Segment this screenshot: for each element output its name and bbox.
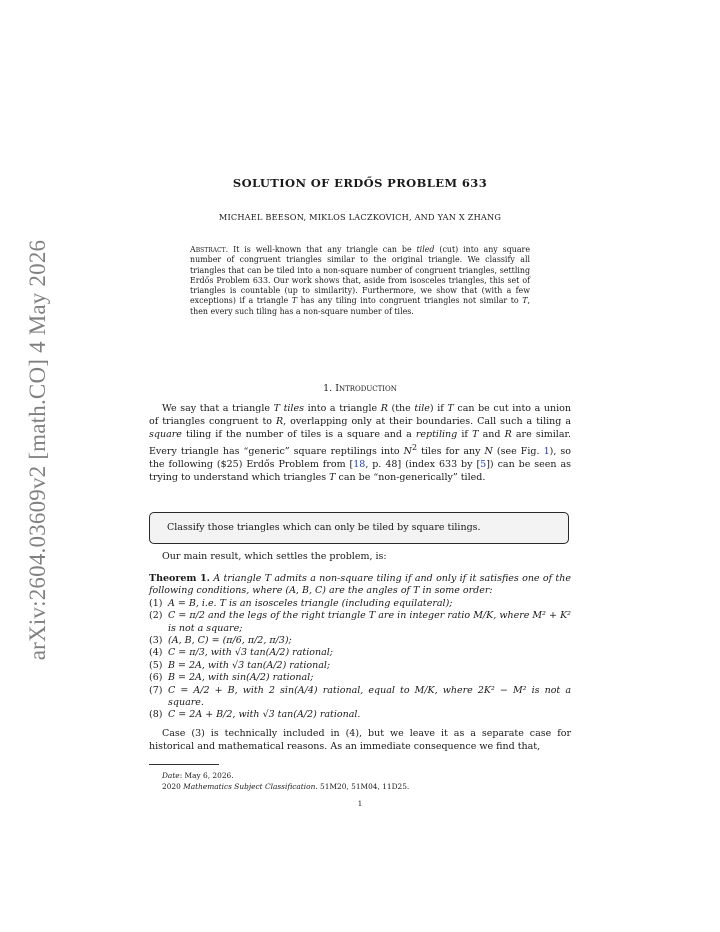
- footnotes: [162, 770, 409, 792]
- intro-text: We say that a triangle: [162, 403, 274, 414]
- intro-emph: tile: [414, 403, 430, 414]
- theorem-condition: [149, 647, 571, 659]
- condition-number: (8): [149, 709, 163, 721]
- section-number: 1.: [323, 383, 333, 394]
- abstract-math: T: [522, 296, 528, 306]
- abstract-math: T: [291, 296, 298, 306]
- intro-superscript: 2: [411, 442, 418, 452]
- intro-text: (see Fig.: [492, 445, 544, 457]
- intro-text: ), so the following ($25) Erdős Problem from [: [149, 445, 571, 470]
- condition-text: C = π/2 and the legs of the right triangle T are in integer ratio M/K, where M² + K² is not a square;: [168, 610, 571, 634]
- intro-text: , p. 48] (index 633 by [: [365, 458, 481, 470]
- intro-text: (the: [387, 403, 415, 414]
- intro-text: and: [478, 428, 505, 440]
- intro-text: into a triangle: [303, 403, 381, 414]
- intro-math: R: [380, 403, 388, 414]
- date-value: : May 6, 2026.: [179, 771, 234, 780]
- abstract-text: , then every such tiling has a non-square number of tiles.: [190, 296, 530, 316]
- footnote-rule: [149, 764, 219, 765]
- condition-number: (6): [149, 672, 163, 684]
- msc-prefix: 2020: [162, 782, 184, 792]
- condition-text: C = 2A + B/2, with √3 tan(A/2) rational.: [168, 709, 361, 721]
- intro-text: are similar. Every triangle has “generic” square reptilings into: [149, 428, 572, 457]
- condition-text: C = A/2 + B, with 2 sin(A/4) rational, equal to M/K, where 2K² − M² is not a square.: [168, 684, 571, 709]
- section-heading: [149, 383, 571, 394]
- theorem-condition: [149, 598, 571, 610]
- intro-math: T: [329, 471, 336, 483]
- theorem-condition: [149, 709, 571, 721]
- abstract: [190, 245, 530, 317]
- intro-emph: square: [149, 428, 182, 440]
- intro-math: T: [447, 403, 454, 414]
- section-title: Introduction: [335, 383, 397, 394]
- abstract-label: Abstract.: [190, 245, 229, 254]
- theorem-head: [149, 573, 571, 598]
- condition-text: B = 2A, with √3 tan(A/2) rational;: [168, 659, 331, 671]
- theorem-condition: [149, 672, 571, 684]
- intro-math: T: [273, 403, 280, 414]
- msc-value: 51M20, 51M04, 11D25.: [317, 782, 410, 792]
- abstract-text: It is well-known that any triangle can be: [233, 245, 417, 254]
- intro-text: tiling if the number of tiles is a square and a: [181, 428, 416, 440]
- paper-title: SOLUTION OF ERDŐS PROBLEM 633: [232, 176, 488, 190]
- problem-statement-text: Classify those triangles which can only be tiled by square tilings.: [167, 522, 481, 533]
- paper-authors: MICHAEL BEESON, MIKLOS LACZKOVICH, AND YAN X ZHANG: [218, 212, 502, 222]
- intro-emph: reptiling: [415, 428, 458, 440]
- theorem-condition: [149, 660, 571, 672]
- theorem-condition: [149, 685, 571, 710]
- condition-number: (3): [149, 635, 163, 647]
- theorem-condition: [149, 635, 571, 647]
- condition-text: B = 2A, with sin(A/2) rational;: [168, 672, 314, 684]
- intro-paragraph: [149, 403, 571, 485]
- abstract-text: has any tiling into congruent triangles not similar to: [297, 296, 523, 306]
- intro-text: can be “non-generically” tiled.: [335, 471, 486, 483]
- condition-text: A = B, i.e. T is an isosceles triangle (including equilateral);: [168, 597, 453, 609]
- intro-math: R: [275, 415, 284, 427]
- intro-math: N: [484, 445, 493, 457]
- problem-statement-box: [149, 512, 569, 544]
- citation-link[interactable]: 5: [480, 458, 487, 470]
- condition-number: (1): [149, 597, 163, 609]
- intro-text: tiles for any: [417, 445, 485, 457]
- intro-text: , overlapping only at their boundaries. Call such a tiling a: [283, 415, 571, 427]
- footnote-msc: [162, 781, 409, 792]
- arxiv-identifier-stamp: [16, 239, 60, 661]
- date-label: Date: [162, 771, 180, 780]
- theorem-block: [149, 573, 571, 722]
- theorem-statement: A triangle T admits a non-square tiling if and only if it satisfies one of the following conditions, where (A, B, C) are the angles of T in some order:: [149, 573, 571, 597]
- condition-number: (5): [149, 659, 163, 671]
- msc-label: Mathematics Subject Classification.: [183, 782, 318, 792]
- theorem-label: Theorem 1.: [149, 573, 210, 584]
- condition-number: (4): [149, 647, 163, 659]
- citation-link[interactable]: 18: [353, 458, 366, 470]
- condition-number: (7): [149, 684, 163, 696]
- figure-link[interactable]: 1: [543, 445, 550, 457]
- footnote-date: [162, 770, 409, 781]
- condition-text: C = π/3, with √3 tan(A/2) rational;: [168, 647, 333, 659]
- intro-text: can be cut into a union of triangles congruent to: [149, 403, 571, 427]
- condition-number: (2): [149, 610, 163, 622]
- abstract-emph: tiled: [416, 245, 435, 254]
- intro-math: R: [504, 428, 512, 440]
- intro-emph: tiles: [283, 403, 304, 414]
- intro-math: T: [472, 428, 479, 440]
- main-result-line: Our main result, which settles the problem, is:: [162, 551, 387, 562]
- intro-text: ) if: [429, 403, 448, 414]
- condition-text: (A, B, C) = (π/6, π/2, π/3);: [168, 635, 292, 647]
- theorem-condition: [149, 610, 571, 635]
- page-number: 1: [357, 799, 363, 808]
- case-paragraph: Case (3) is technically included in (4), but we leave it as a separate case for historical and mathematical reasons. As an immediate consequence we find that,: [149, 728, 571, 753]
- intro-text: if: [457, 428, 473, 440]
- intro-math: N: [403, 445, 412, 457]
- arxiv-identifier-text: arXiv:2604.03609v2 [math.CO] 4 May 2026: [25, 239, 51, 661]
- intro-text: ]) can be seen as trying to understand which triangles: [149, 458, 572, 483]
- abstract-text: (cut) into any square number of congruent triangles similar to the original triangle. We classify all triangles that can be tiled into a non-square number of congruent triangles, settling Erdős Problem 633. Our work shows that, aside from isosceles triangles, this set of triangles is countable (up to similarity). Furthermore, we show that (with a few exceptions) if a triangle: [190, 245, 530, 306]
